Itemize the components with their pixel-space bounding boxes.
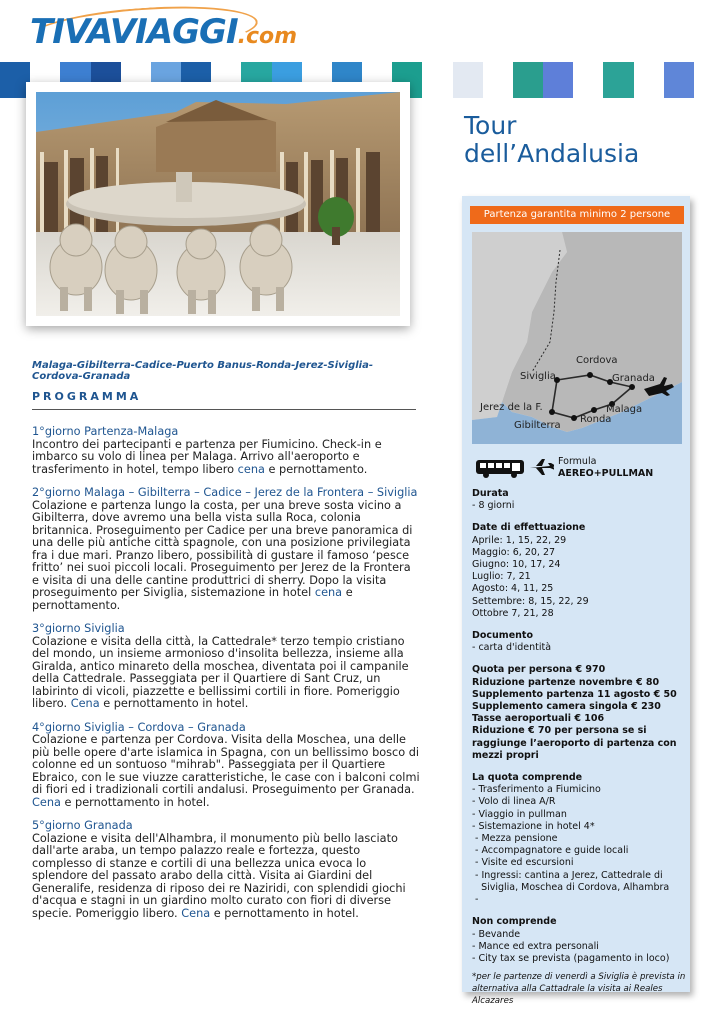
brand-logo[interactable] bbox=[30, 12, 297, 56]
map-label-siviglia: Siviglia bbox=[520, 371, 556, 382]
date-item: Giugno: 10, 17, 24 bbox=[472, 559, 561, 571]
band-segment bbox=[694, 62, 724, 98]
day-description bbox=[32, 734, 420, 809]
band-segment bbox=[543, 62, 573, 98]
day-block bbox=[32, 722, 420, 810]
included-item: - Trasferimento a Fiumicino bbox=[472, 784, 601, 796]
included-item: - Volo di linea A/R bbox=[472, 796, 556, 808]
included-item: Siviglia, Moschea di Cordova, Alhambra bbox=[472, 881, 670, 893]
andalusia-map-svg bbox=[472, 232, 682, 444]
price-item: Riduzione partenze novembre € 80 bbox=[472, 676, 660, 688]
cena-highlight: Cena bbox=[70, 697, 100, 710]
route-map bbox=[472, 232, 682, 444]
itinerary-days bbox=[32, 426, 420, 931]
durata-heading: Durata bbox=[472, 488, 509, 499]
band-segment bbox=[422, 62, 452, 98]
day-block bbox=[32, 820, 420, 920]
day-title: 5°giorno Granada bbox=[32, 819, 133, 832]
date-item: Maggio: 6, 20, 27 bbox=[472, 546, 556, 558]
included-item: - Mezza pensione bbox=[472, 833, 558, 845]
included-item: - bbox=[472, 894, 479, 906]
route-subtitle: Malaga-Gibilterra-Cadice-Puerto Banus-Ronda-Jerez-Siviglia-Cordova-Granada bbox=[32, 360, 374, 382]
included-item: - Ingressi: cantina a Jerez, Cattedrale di bbox=[472, 869, 663, 881]
price-item: Tasse aeroportuali € 106 bbox=[472, 713, 605, 725]
day-description bbox=[32, 439, 420, 477]
date-item: Aprile: 1, 15, 22, 29 bbox=[472, 534, 567, 546]
day-text-after: e pernottamento in hotel. bbox=[103, 697, 249, 710]
footnote: *per le partenze di venerdì a Siviglia è prevista in alternativa alla Cattadrale la visita ai Reales Alcazares bbox=[472, 972, 686, 1007]
day-title: 4°giorno Siviglia – Cordova – Granada bbox=[32, 720, 246, 734]
comprende-list bbox=[472, 784, 688, 906]
map-label-ronda: Ronda bbox=[580, 414, 612, 425]
non-comprende-heading: Non comprende bbox=[472, 916, 557, 928]
documento-value: - carta d'identità bbox=[472, 642, 552, 654]
prices-list bbox=[472, 664, 688, 762]
map-label-malaga: Malaga bbox=[606, 404, 643, 415]
guaranteed-departure-banner: Partenza garantita minimo 2 persone bbox=[470, 206, 684, 224]
price-item: Supplemento partenza 11 agosto € 50 bbox=[472, 688, 677, 700]
plane-icon bbox=[530, 459, 554, 475]
bus-icon bbox=[476, 460, 524, 478]
day-text-after: e pernottamento. bbox=[32, 586, 353, 612]
day-block bbox=[32, 426, 420, 476]
price-item: Supplemento camera singola € 230 bbox=[472, 701, 661, 713]
day-text: Colazione e partenza per Cordova. Visita della Moschea, una delle più belle opere d'arte islamica in Spagna, con un bellissimo bosco di colonne ed un sontuoso "mihrab". Passeggiata per il Quartiere Ebraico, con le sue viuzze caratteristiche, le case con i balconi colmi di fiori ed i tradizionali cortili andalusi. Proseguimento per Granada. bbox=[32, 733, 420, 796]
photo-illustration bbox=[36, 92, 400, 316]
non-comprende-list bbox=[472, 929, 688, 966]
cena-highlight: Cena bbox=[181, 906, 211, 920]
band-segment bbox=[664, 62, 694, 98]
day-block bbox=[32, 623, 420, 711]
date-item: Luglio: 7, 21 bbox=[472, 571, 531, 583]
cena-highlight: Cena bbox=[32, 795, 61, 809]
formula-label: Formula bbox=[558, 456, 597, 467]
included-item: - Visite ed escursioni bbox=[472, 857, 574, 869]
day-title: 1°giorno Partenza-Malaga bbox=[32, 425, 179, 438]
included-item: - Accompagnatore e guide locali bbox=[472, 845, 629, 857]
excluded-item: - Bevande bbox=[472, 928, 521, 940]
band-segment bbox=[453, 62, 483, 98]
map-label-gibilterra: Gibilterra bbox=[514, 420, 561, 431]
day-text-after: e pernottamento in hotel. bbox=[213, 906, 359, 920]
photo-frame bbox=[26, 82, 410, 326]
included-item: - Sistemazione in hotel 4* bbox=[472, 820, 595, 832]
map-label-jerez: Jerez de la F. bbox=[480, 402, 543, 413]
tour-details bbox=[472, 488, 688, 1007]
dates-list bbox=[472, 535, 688, 620]
tour-title bbox=[464, 112, 639, 168]
day-description bbox=[32, 833, 420, 921]
day-text-after: e pernottamento. bbox=[268, 462, 368, 476]
band-segment bbox=[573, 62, 603, 98]
price-item: Quota per persona € 970 bbox=[472, 664, 606, 676]
cena-highlight: cena bbox=[314, 586, 343, 599]
bus-plane-icons bbox=[474, 456, 554, 482]
date-heading: Date di effettuazione bbox=[472, 522, 586, 534]
formula-text bbox=[558, 456, 653, 480]
day-block bbox=[32, 487, 420, 612]
band-segment bbox=[603, 62, 633, 98]
formula-value: AEREO+PULLMAN bbox=[558, 468, 654, 479]
day-text: Incontro dei partecipanti e partenza per Fiumicino. Check-in e imbarco su volo di linea per Malaga. Arrivo all'aeroporto e trasferimento in hotel, tempo libero bbox=[32, 437, 382, 476]
durata-value: - 8 giorni bbox=[472, 500, 515, 512]
day-description bbox=[32, 500, 420, 613]
cena-highlight: cena bbox=[237, 462, 265, 476]
map-label-granada: Granada bbox=[612, 373, 655, 384]
band-segment bbox=[483, 62, 513, 98]
transport-formula bbox=[474, 456, 684, 486]
documento-heading: Documento bbox=[472, 630, 533, 642]
price-item: Riduzione € 70 per persona se si raggiunge l’aeroporto di partenza con mezzi propri bbox=[472, 725, 680, 761]
programma-heading: PROGRAMMA bbox=[32, 390, 416, 410]
excluded-item: - Mance ed extra personali bbox=[472, 940, 599, 952]
brand-name: TIVAVIAGGI bbox=[30, 12, 238, 52]
tour-title-line1: Tour bbox=[464, 111, 517, 140]
band-segment bbox=[513, 62, 543, 98]
date-item: Ottobre 7, 21, 28 bbox=[472, 607, 554, 619]
day-title: 3°giorno Siviglia bbox=[32, 622, 125, 635]
map-label-cordova: Cordova bbox=[576, 355, 618, 366]
day-text-after: e pernottamento in hotel. bbox=[64, 795, 210, 809]
alhambra-courtyard-photo bbox=[36, 92, 400, 316]
date-item: Settembre: 8, 15, 22, 29 bbox=[472, 595, 589, 607]
included-item: - Viaggio in pullman bbox=[472, 808, 567, 820]
tour-title-line2: dell’Andalusia bbox=[464, 139, 640, 168]
day-text: Colazione e visita della città, la Cattedrale* terzo tempio cristiano del mondo, un insieme armonioso d'insolita bellezza, insieme alla Giralda, antico minareto della moschea, diventata poi il campanile della Cattedrale. Passeggiata per il Quartiere di Sant Cruz, un labirinto di vicoli, piazzette e bellissimi cortili in fiore. Pomeriggio libero. bbox=[32, 634, 409, 710]
day-text: Colazione e visita dell'Alhambra, il monumento più bello lasciato dall'arte araba, un tempo palazzo reale e fortezza, questo complesso di stanze e cortili di una bellezza unica evoca lo splendore del passato arabo della città. Visita ai Giardini del Generalife, residenza di riposo dei re Naziridi, con splendidi giochi d'acqua e stagni in un giardino molto curato con fiori di diverse specie. Pomeriggio libero. bbox=[32, 831, 406, 920]
day-text: Colazione e partenza lungo la costa, per una breve sosta vicino a Gibilterra, dove avremo una bella vista sulla Roca, colonia britannica. Proseguimento per Cadice per una breve panoramica di una delle più antiche città spagnole, con una posizione privilegiata fra i due mari. Pranzo libero, possibilità di gustare il famoso ‘pesce fritto’ nei suoi piccoli locali. Proseguimento per Jerez de la Frontera e visita di una delle cantine produttrici di sherry. Dopo la visita proseguimento per Siviglia, sistemazione in hotel bbox=[32, 498, 413, 599]
brand-suffix: .com bbox=[237, 24, 298, 49]
date-item: Agosto: 4, 11, 25 bbox=[472, 583, 554, 595]
day-title: 2°giorno Malaga – Gibilterra – Cadice – Jerez de la Frontera – Siviglia bbox=[32, 486, 418, 499]
day-description bbox=[32, 636, 420, 711]
comprende-heading: La quota comprende bbox=[472, 772, 583, 784]
band-segment bbox=[634, 62, 664, 98]
excluded-item: - City tax se prevista (pagamento in loco) bbox=[472, 952, 670, 964]
